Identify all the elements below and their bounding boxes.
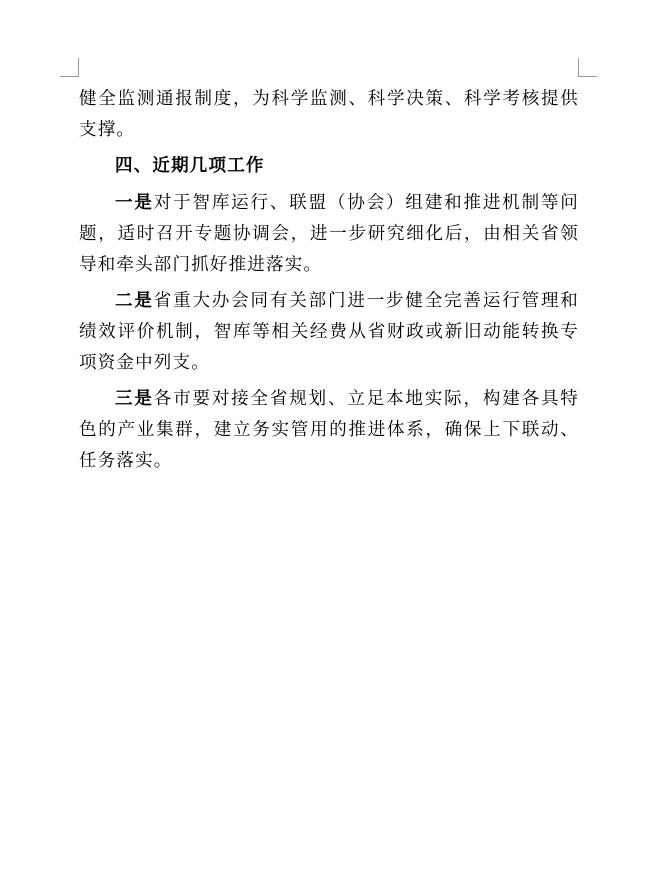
heading-text: 四、近期几项工作 bbox=[115, 156, 265, 177]
crop-mark-top-left bbox=[60, 58, 79, 77]
paragraph-text: 健全监测通报制度，为科学监测、科学决策、科学考核提供支撑。 bbox=[79, 89, 579, 140]
item-text: 省重大办会同有关部门进一步健全完善运行管理和绩效评价机制，智库等相关经费从省财政或新旧动能转换专项资金中列支。 bbox=[79, 291, 579, 373]
item-text: 对于智库运行、联盟（协会）组建和推进机制等问题，适时召开专题协调会，进一步研究细化后，由相关省领导和牵头部门抓好推进落实。 bbox=[79, 193, 579, 275]
section-heading bbox=[79, 151, 579, 182]
item-paragraph-2 bbox=[79, 286, 579, 378]
item-lead: 三是 bbox=[115, 389, 154, 410]
item-lead: 一是 bbox=[115, 193, 154, 214]
item-paragraph-1 bbox=[79, 188, 579, 280]
item-text: 各市要对接全省规划、立足本地实际，构建各具特色的产业集群，建立务实管用的推进体系，确保上下联动、任务落实。 bbox=[79, 389, 579, 471]
continuation-paragraph bbox=[79, 84, 579, 145]
item-paragraph-3 bbox=[79, 384, 579, 476]
crop-mark-top-right bbox=[578, 58, 597, 77]
document-body bbox=[79, 84, 579, 482]
item-lead: 二是 bbox=[115, 291, 154, 312]
